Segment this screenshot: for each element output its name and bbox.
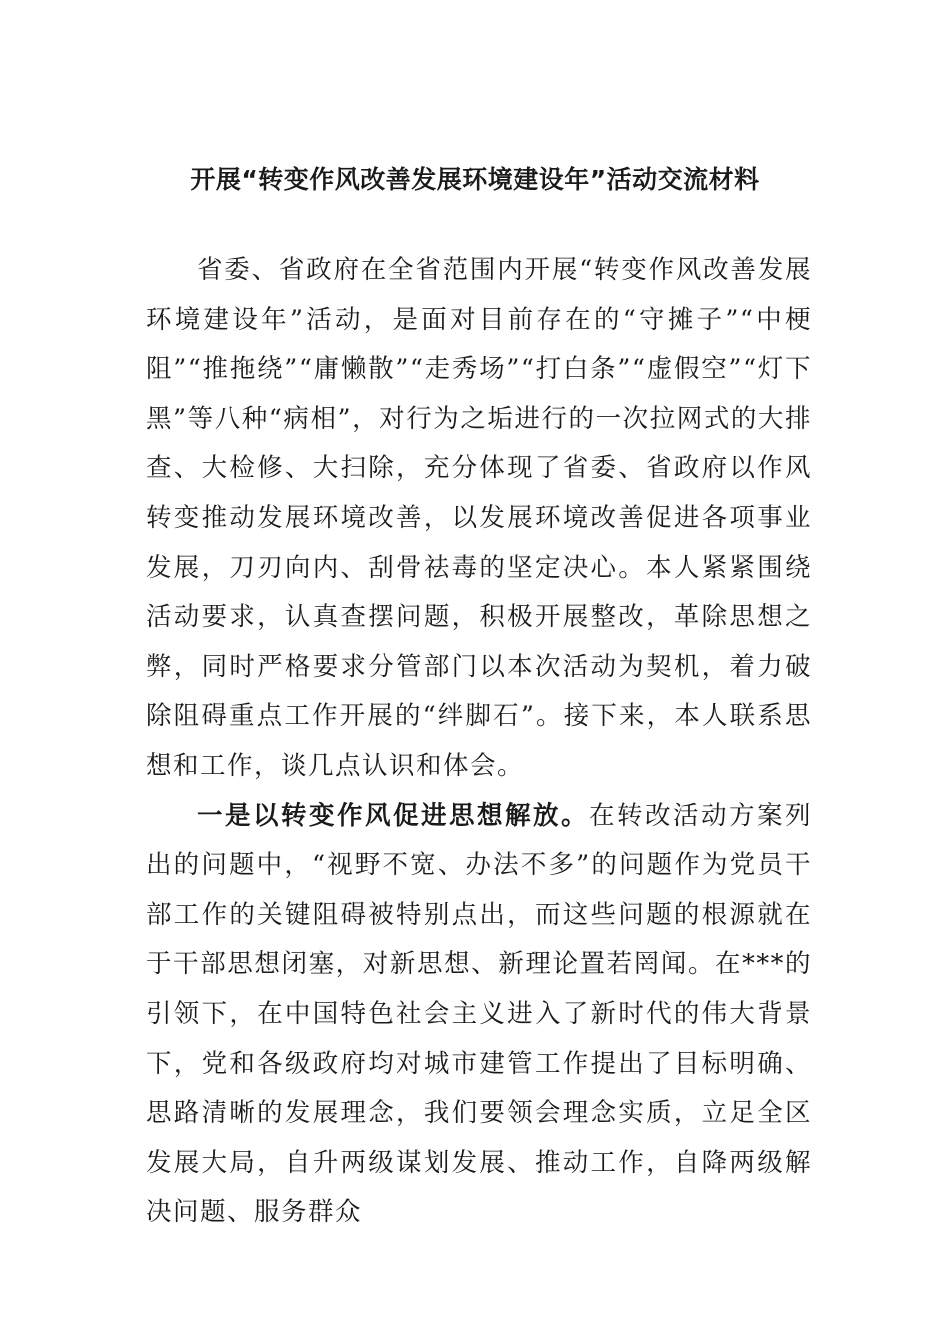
document-title: 开展“转变作风改善发展环境建设年”活动交流材料 xyxy=(190,165,760,194)
paragraph-point-one-lead: 一是以转变作风促进思想解放。 xyxy=(197,800,589,831)
paragraph-intro: 省委、省政府在全省范围内开展“转变作风改善发展环境建设年”活动，是面对目前存在的“守摊子”“中梗阻”“推拖绕”“庸懒散”“走秀场”“打白条”“虚假空”“灯下黑”等八种“病相”，对行为之垢进行的一次拉网式的大排查、大检修、大扫除，充分体现了省委、省政府以作风转变推动发展环境改善，以发展环境改善促进各项事业发展，刀刃向内、刮骨祛毒的坚定决心。本人紧紧围绕活动要求，认真查摆问题，积极开展整改，革除思想之弊，同时严格要求分管部门以本次活动为契机，着力破除阻碍重点工作开展的“绊脚石”。接下来，本人联系思想和工作，谈几点认识和体会。 xyxy=(146,255,812,781)
document-body xyxy=(146,246,812,1238)
paragraph-point-one-body: 在转改活动方案列出的问题中，“视野不宽、办法不多”的问题作为党员干部工作的关键阻碍被特别点出，而这些问题的根源就在于干部思想闭塞，对新思想、新理论置若罔闻。在***的引领下，在中国特色社会主义进入了新时代的伟大背景下，党和各级政府均对城市建管工作提出了目标明确、思路清晰的发展理念，我们要领会理念实质，立足全区发展大局，自升两级谋划发展、推动工作，自降两级解决问题、服务群众 xyxy=(146,800,812,1228)
paragraph-point-one xyxy=(146,792,812,1238)
